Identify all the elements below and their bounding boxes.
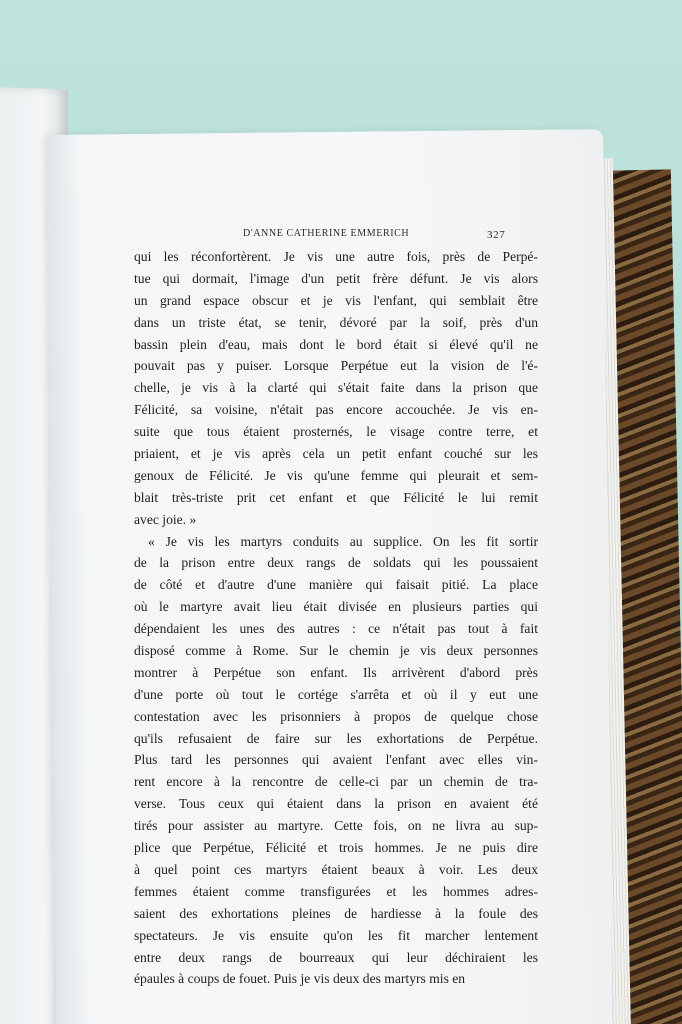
text-line: à quel point ces martyrs étaient beaux à voir. Les deux — [134, 861, 538, 877]
text-line: Plus tard les personnes qui avaient l'enfant avec elles vin- — [134, 752, 538, 768]
text-line: « Je vis les martyrs conduits au supplice. On les fit sortir — [148, 533, 538, 549]
text-line: avec joie. » — [134, 511, 197, 527]
text-line: entre deux rangs de bourreaux qui leur déchiraient les — [134, 949, 538, 965]
text-line: montrer à Perpétue son enfant. Ils arrivèrent d'abord près — [134, 664, 538, 680]
body-text — [134, 246, 538, 990]
running-title: D'ANNE CATHERINE EMMERICH — [243, 228, 410, 239]
page-number: 327 — [487, 229, 506, 241]
text-line: plice que Perpétue, Félicité et trois hommes. Je ne puis dire — [134, 840, 538, 856]
text-line: suite que tous étaient prosternés, le visage contre terre, et — [134, 424, 538, 440]
text-line: Félicité, sa voisine, n'était pas encore accouchée. Je vis en- — [134, 402, 538, 418]
text-line: bassin plein d'eau, mais dont le bord était si élevé qu'il ne — [134, 336, 538, 352]
text-line: où le martyre avait lieu était divisée en plusieurs parties qui — [134, 599, 538, 615]
text-line: rent encore à la rencontre de celle-ci par un chemin de tra- — [134, 774, 538, 790]
text-line: qu'ils refusaient de faire sur les exhortations de Perpétue. — [134, 730, 538, 746]
text-line: de la prison entre deux rangs de soldats qui les poussaient — [134, 555, 538, 571]
text-line: spectateurs. Je vis ensuite qu'on les fit marcher lentement — [134, 927, 538, 943]
text-line: femmes étaient comme transfigurées et les hommes adres- — [134, 883, 538, 899]
text-line: blait très-triste prit cet enfant et que Félicité le lui remit — [134, 489, 538, 505]
text-line: saient des exhortations pleines de hardiesse à la foule des — [134, 905, 538, 921]
text-line: de côté et d'autre d'une manière qui faisait pitié. La place — [134, 577, 538, 593]
text-line: qui les réconfortèrent. Je vis une autre fois, près de Perpé- — [134, 249, 538, 264]
text-line: disposé comme à Rome. Sur le chemin je vis deux personnes — [134, 643, 538, 659]
text-line: dans un triste état, se tenir, dévoré par la soif, près d'un — [134, 314, 538, 330]
text-line: verse. Tous ceux qui étaient dans la prison en avaient été — [134, 796, 538, 812]
text-line: pouvait pas y puiser. Lorsque Perpétue eut la vision de l'é- — [134, 358, 538, 374]
text-line: tue qui dormait, l'image d'un petit frère défunt. Je vis alors — [134, 270, 538, 286]
text-line: dépendaient les unes des autres : ce n'était pas tout à fait — [134, 621, 538, 637]
text-line: un grand espace obscur et je vis l'enfant, qui semblait être — [134, 292, 538, 308]
text-line: genoux de Félicité. Je vis qu'une femme qui pleurait et sem- — [134, 467, 538, 483]
text-line: d'une porte où tout le cortége s'arrêta et où il y eut une — [134, 686, 538, 702]
text-line: contestation avec les prisonniers à propos de quelque chose — [134, 708, 538, 724]
text-line: chelle, je vis à la clarté qui s'était faite dans la prison que — [134, 380, 538, 396]
text-line: tirés pour assister au martyre. Cette fois, on ne livra au sup- — [134, 818, 538, 834]
text-line: priaient, et je vis après cela un petit enfant couché sur les — [134, 446, 538, 462]
text-line: épaules à coups de fouet. Puis je vis deux des martyrs mis en — [134, 971, 466, 987]
